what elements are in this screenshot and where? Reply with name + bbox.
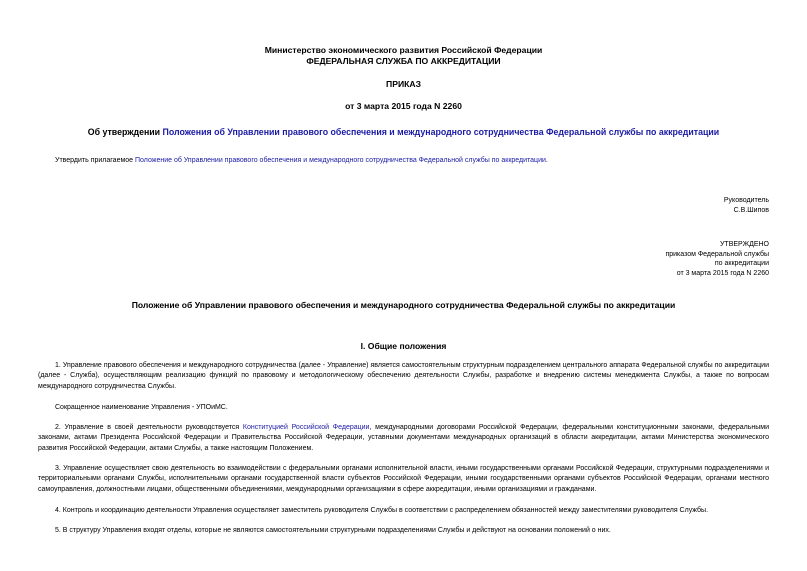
paragraph-1-text: 1. Управление правового обеспечения и международного сотрудничества (далее - Управление) является самостоятельным структурным подразделением центрального аппарата Федеральной службы по аккредитации (далее - Служба), осуществляющим реализацию функций по правовому и методологическому обеспечению деятельности Службы, разработке и внедрению системы менеджмента Службы, а также по вопросам международного сотрудничества Службы. (38, 362, 769, 390)
signature-block (724, 196, 769, 215)
paragraph-3 (38, 464, 769, 495)
signature-name: С.В.Шипов (733, 206, 769, 214)
signature-position: Руководитель (723, 197, 769, 204)
paragraph-1 (38, 361, 769, 392)
doc-date-number: от 3 марта 2015 года N 2260 (345, 101, 462, 111)
approved-line2: приказом Федеральной службы (665, 250, 769, 258)
paragraph-3-text: 3. Управление осуществляет свою деятельность во взаимодействии с федеральными органами исполнительной власти, иными государственными органами Российской Федерации, структурными подразделениями и территориальными органами Службы, исполнительными органами государственной власти субъектов Российской Федерации, иными государственными органами субъектов Российской Федерации, органами местного самоуправления, должностными лицами, общественными объединениями, международными организациями в сфере аккредитации, иными организациями и гражданами. (38, 465, 769, 493)
paragraph-2-prefix: 2. Управление в своей деятельности руководствуется (55, 424, 243, 431)
approve-sentence (55, 156, 548, 166)
approved-block (665, 240, 769, 278)
approve-link[interactable]: Положение об Управлении правового обеспечения и международного сотрудничества Федеральной службы по аккредитации (135, 157, 546, 164)
section-title: I. Общие положения (360, 341, 447, 351)
ministry-name: Министерство экономического развития Российской Федерации (264, 45, 543, 55)
paragraph-2 (38, 423, 769, 454)
paragraph-4: 4. Контроль и координацию деятельности Управления осуществляет заместитель руководителя Службы в соответствии с распределением обязанностей между заместителями руководителя Службы. (55, 507, 709, 514)
paragraph-5: 5. В структуру Управления входят отделы, которые не являются самостоятельными структурными подразделениями Службы и действуют на основании положений о них. (55, 527, 611, 534)
approve-suffix: . (545, 157, 548, 164)
order-title (0, 126, 807, 138)
paragraph-short-name: Сокращенное наименование Управления - УПОиМС. (55, 404, 228, 411)
doc-type: ПРИКАЗ (386, 79, 421, 89)
regulation-title: Положение об Управлении правового обеспечения и международного сотрудничества Федеральной службы по аккредитации (131, 300, 676, 310)
service-name: ФЕДЕРАЛЬНАЯ СЛУЖБА ПО АККРЕДИТАЦИИ (306, 56, 501, 66)
approved-line4: от 3 марта 2015 года N 2260 (676, 269, 769, 277)
approved-line1: УТВЕРЖДЕНО (719, 241, 769, 248)
order-title-prefix: Об утверждении (87, 127, 163, 137)
constitution-link[interactable]: Конституцией Российской Федерации (242, 424, 370, 431)
order-title-link[interactable]: Положения об Управлении правового обеспечения и международного сотрудничества Федеральной службы по аккредитации (162, 127, 720, 137)
approved-line3: по аккредитации (714, 260, 769, 268)
approve-prefix: Утвердить прилагаемое (55, 157, 136, 164)
paragraph-2-suffix: , международными договорами Российской Федерации, федеральными конституционными законами, федеральными законами, актами Президента Российской Федерации и Правительства Российской Федерации, уставными документами международных организаций в области аккредитации, актами Министерства экономического развития Российской Федерации, актами Службы, а также настоящим Положением. (38, 424, 769, 452)
